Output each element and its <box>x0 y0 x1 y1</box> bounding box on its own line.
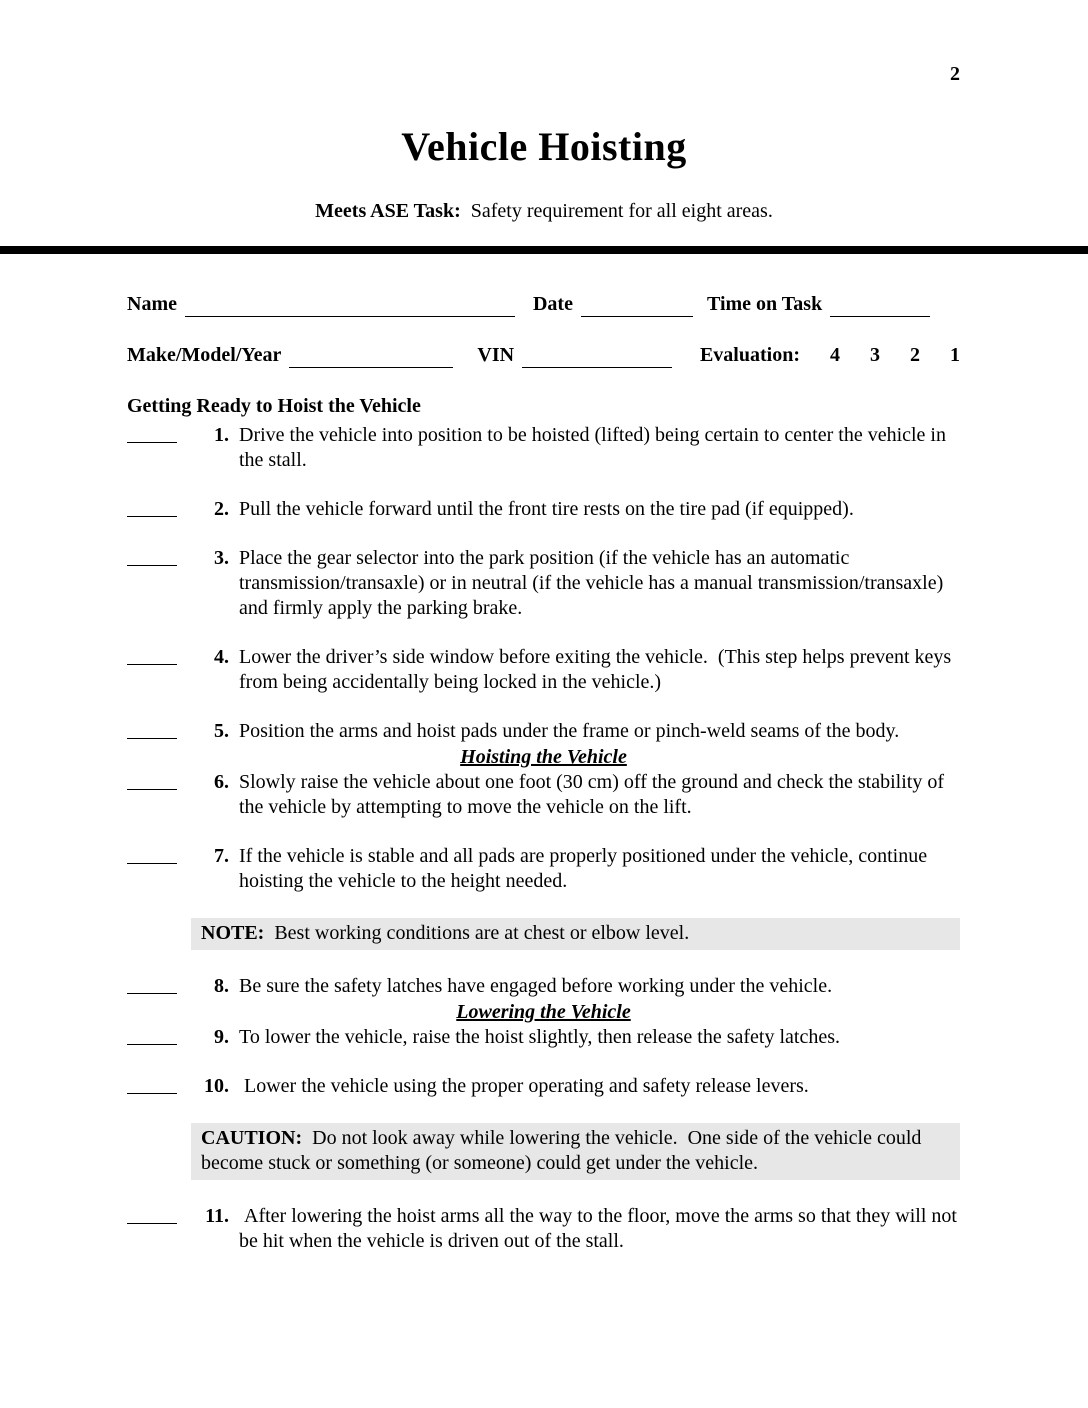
response-blank <box>127 546 177 566</box>
date-label: Date <box>532 293 573 315</box>
vin-label: VIN <box>477 344 515 366</box>
checklist-item <box>127 770 960 820</box>
evaluation-score: 4 <box>830 344 840 366</box>
caution-box <box>191 1123 960 1180</box>
note-label: NOTE: <box>201 922 265 944</box>
checklist-item <box>127 497 960 522</box>
subsection-heading: Lowering the Vehicle <box>456 1001 631 1023</box>
item-number: 8. <box>214 975 229 997</box>
response-blank <box>127 645 177 665</box>
time-on-task-blank <box>830 295 930 317</box>
document-body <box>0 254 1088 1254</box>
checklist-item <box>127 844 960 894</box>
response-blank <box>127 1074 177 1094</box>
response-blank <box>127 1204 177 1224</box>
item-text: If the vehicle is stable and all pads are properly positioned under the vehicle, continue hoisting the vehicle to the height needed. <box>239 845 933 892</box>
item-text: Lower the driver’s side window before exiting the vehicle. (This step helps prevent keys from being accidentally being locked in the vehicle.) <box>239 646 957 693</box>
checklist-item <box>127 719 960 744</box>
document-title: Vehicle Hoisting <box>401 124 687 169</box>
section-heading-getting-ready: Getting Ready to Hoist the Vehicle <box>127 395 421 417</box>
checklist-item <box>127 974 960 999</box>
item-number: 7. <box>214 845 229 867</box>
response-blank <box>127 719 177 739</box>
evaluation-score: 3 <box>870 344 880 366</box>
item-text: Place the gear selector into the park position (if the vehicle has an automatic transmission/transaxle) or in neutral (if the vehicle has a manual transmission/transaxle) and firmly apply the parking brake. <box>239 547 949 619</box>
item-text: After lowering the hoist arms all the way to the floor, move the arms so that they will not be hit when the vehicle is driven out of the stall. <box>239 1205 962 1252</box>
meets-ase-task-label: Meets ASE Task: <box>315 200 461 222</box>
note-box <box>191 918 960 950</box>
evaluation-score: 1 <box>950 344 960 366</box>
item-text: Position the arms and hoist pads under the frame or pinch-weld seams of the body. <box>239 720 900 742</box>
meets-ase-task-line <box>0 199 1088 224</box>
item-text: Lower the vehicle using the proper operating and safety release levers. <box>239 1075 809 1097</box>
name-blank <box>185 295 515 317</box>
checklist-item <box>127 645 960 695</box>
evaluation-label: Evaluation: <box>699 344 800 366</box>
item-text: Drive the vehicle into position to be hoisted (lifted) being certain to center the vehicle in the stall. <box>239 424 951 471</box>
divider-rule <box>0 246 1088 254</box>
note-text: Best working conditions are at chest or elbow level. <box>264 922 690 944</box>
response-blank <box>127 497 177 517</box>
item-number: 9. <box>214 1026 229 1048</box>
vin-blank <box>522 346 672 368</box>
page-number: 2 <box>950 63 960 85</box>
response-blank <box>127 423 177 443</box>
note-text: Do not look away while lowering the vehicle. One side of the vehicle could become stuck or something (or someone) could get under the vehicle. <box>201 1127 927 1174</box>
item-number: 11. <box>205 1205 229 1227</box>
response-blank <box>127 974 177 994</box>
item-number: 1. <box>214 424 229 446</box>
evaluation-score: 2 <box>910 344 920 366</box>
name-label: Name <box>127 293 177 315</box>
make-model-year-label: Make/Model/Year <box>127 344 282 366</box>
make-model-year-blank <box>289 346 453 368</box>
note-label: CAUTION: <box>201 1127 303 1149</box>
response-blank <box>127 770 177 790</box>
time-on-task-label: Time on Task <box>706 293 823 315</box>
item-number: 5. <box>214 720 229 742</box>
item-number: 10. <box>204 1075 229 1097</box>
date-blank <box>581 295 693 317</box>
checklist <box>127 423 960 1254</box>
item-text: Be sure the safety latches have engaged before working under the vehicle. <box>239 975 833 997</box>
response-blank <box>127 1025 177 1045</box>
evaluation-scale <box>800 343 960 368</box>
response-blank <box>127 844 177 864</box>
checklist-item <box>127 1204 960 1254</box>
form-row-2 <box>127 343 960 368</box>
item-text: To lower the vehicle, raise the hoist slightly, then release the safety latches. <box>239 1026 840 1048</box>
item-text: Slowly raise the vehicle about one foot (30 cm) off the ground and check the stability of the vehicle by attempting to move the vehicle on the lift. <box>239 771 949 818</box>
checklist-item <box>127 1025 960 1050</box>
item-number: 2. <box>214 498 229 520</box>
item-text: Pull the vehicle forward until the front tire rests on the tire pad (if equipped). <box>239 498 854 520</box>
checklist-item <box>127 1074 960 1099</box>
subsection-heading: Hoisting the Vehicle <box>460 746 627 768</box>
checklist-item <box>127 423 960 473</box>
item-number: 6. <box>214 771 229 793</box>
item-number: 3. <box>214 547 229 569</box>
meets-ase-task-text: Safety requirement for all eight areas. <box>460 200 773 222</box>
form-row-1 <box>127 292 960 317</box>
item-number: 4. <box>214 646 229 668</box>
checklist-item <box>127 546 960 621</box>
